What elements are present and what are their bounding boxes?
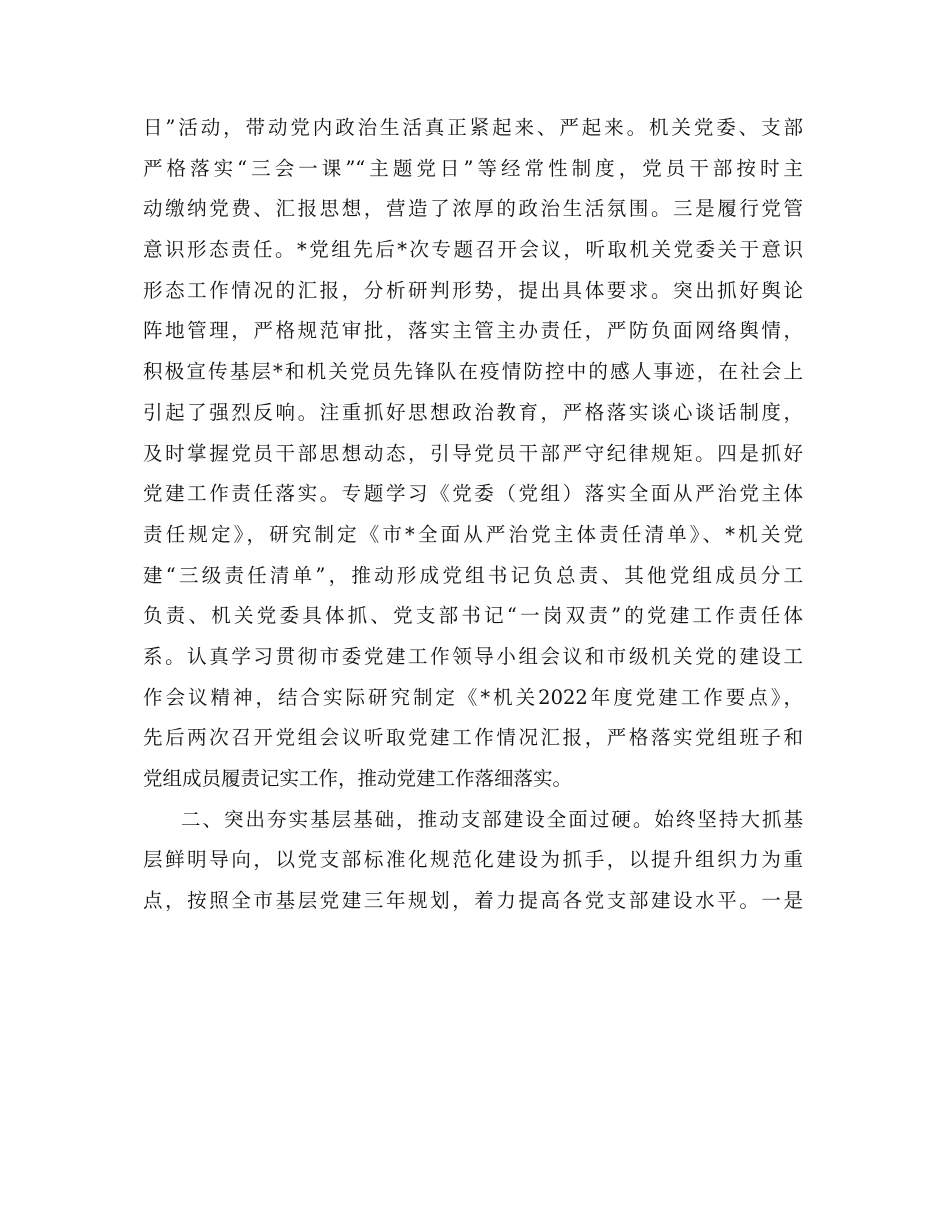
text-line: 引起了强烈反响。注重抓好思想政治教育，严格落实谈心谈话制度， — [143, 400, 803, 424]
text-line: 作会议精神，结合实际研究制定《*机关2022年度党建工作要点》， — [143, 685, 803, 709]
text-line: 责任规定》，研究制定《市*全面从严治党主体责任清单》、*机关党 — [143, 522, 803, 546]
text-line: 负责、机关党委具体抓、党支部书记“一岗双责”的党建工作责任体 — [143, 604, 803, 628]
text-line: 及时掌握党员干部思想动态，引导党员干部严守纪律规矩。四是抓好 — [143, 441, 803, 465]
text-line: 动缴纳党费、汇报思想，营造了浓厚的政治生活氛围。三是履行党管 — [143, 197, 803, 221]
text-line: 点，按照全市基层党建三年规划，着力提高各党支部建设水平。一是 — [143, 889, 803, 913]
text-line: 党建工作责任落实。专题学习《党委（党组）落实全面从严治党主体 — [143, 482, 803, 506]
section-heading-line: 二、突出夯实基层基础，推动支部建设全面过硬。始终坚持大抓基 — [181, 807, 803, 831]
text-line: 意识形态责任。*党组先后*次专题召开会议，听取机关党委关于意识 — [143, 238, 803, 262]
text-line: 系。认真学习贯彻市委党建工作领导小组会议和市级机关党的建设工 — [143, 644, 803, 668]
text-line: 积极宣传基层*和机关党员先锋队在疫情防控中的感人事迹，在社会上 — [143, 360, 803, 384]
text-line: 日”活动，带动党内政治生活真正紧起来、严起来。机关党委、支部 — [143, 116, 803, 139]
text-line: 严格落实“三会一课”“主题党日”等经常性制度，党员干部按时主 — [143, 156, 803, 180]
text-line: 阵地管理，严格规范审批，落实主管主办责任，严防负面网络舆情， — [143, 319, 803, 343]
text-line: 建“三级责任清单”，推动形成党组书记负总责、其他党组成员分工 — [143, 563, 803, 587]
text-line: 党组成员履责记实工作，推动党建工作落细落实。 — [143, 767, 573, 790]
text-line: 层鲜明导向，以党支部标准化规范化建设为抓手，以提升组织力为重 — [143, 848, 803, 872]
document-body — [143, 108, 803, 922]
text-line: 先后两次召开党组会议听取党建工作情况汇报，严格落实党组班子和 — [143, 726, 803, 750]
text-line: 形态工作情况的汇报，分析研判形势，提出具体要求。突出抓好舆论 — [143, 278, 803, 302]
